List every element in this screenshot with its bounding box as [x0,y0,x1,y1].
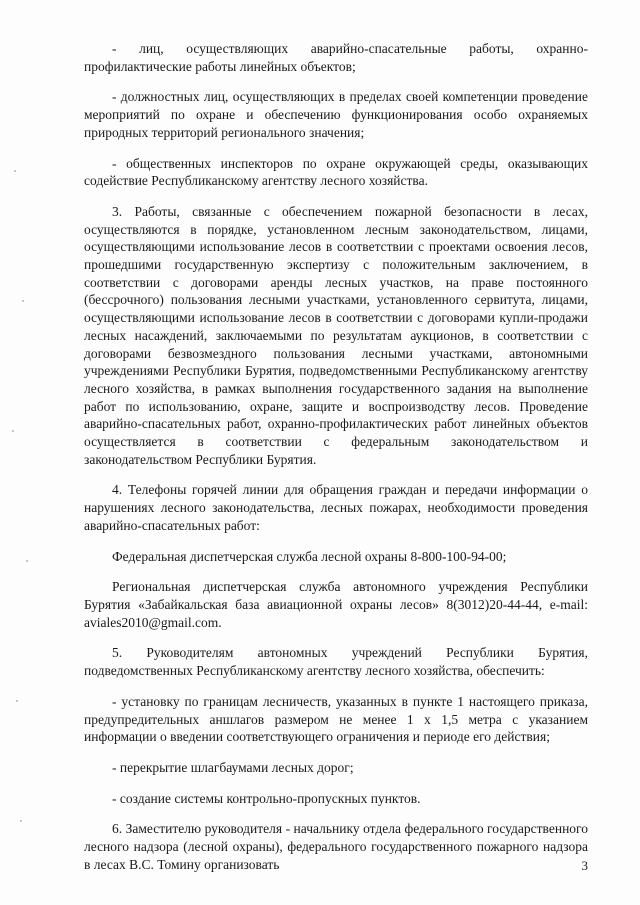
scan-speckle [14,170,16,172]
scan-speckle [12,430,14,432]
scan-speckle [22,300,24,302]
paragraph-9: - установку по границам лесничеств, указанных в пункте 1 настоящего приказа, предупредительных аншлагов размером не менее 1 х 1,5 метра с указанием информации о введении соответствующего ограничения и периоде его действия; [84,693,588,745]
scan-speckle [26,560,28,562]
paragraph-11: - создание системы контрольно-пропускных пунктов. [112,790,421,806]
document-body [84,40,588,873]
paragraph-2: - должностных лиц, осуществляющих в пределах своей компетенции проведение мероприятий по охране и обеспечению функционирования особо охраняемых природных территорий регионального значения; [84,89,588,140]
paragraph-10: - перекрытие шлагбаумами лесных дорог; [112,759,354,775]
page-number: 3 [581,858,588,873]
paragraph-7: Региональная диспетчерская служба автономного учреждения Республики Бурятия «Забайкальская база авиационной охраны лесов» 8(3012)20-44-44, e-mail: aviales2010@gmail.com. [84,579,588,630]
paragraph-5: 4. Телефоны горячей линии для обращения граждан и передачи информации о нарушениях лесного законодательства, лесных пожарах, необходимости проведения аварийно-спасательных работ: [84,482,588,533]
paragraph-12: 6. Заместителю руководителя - начальнику отдела федерального государственного лесного надзора (лесной охраны), федерального государственного пожарного надзора в лесах В.С. Томину организовать [84,821,588,872]
scan-speckle [16,700,18,702]
paragraph-4: 3. Работы, связанные с обеспечением пожарной безопасности в лесах, осуществляются в порядке, установленном лесным законодательством, лицами, осуществляющими использование лесов в соответствии с проектами освоения лесов, прошедшими государственную экспертизу с положительным заключением, в соответствии с договорами аренды лесных участков, на праве постоянного (бессрочного) пользования лесными участками, установленного сервитута, лицами, осуществляющими использование лесов в соответствии с договорами купли-продажи лесных насаждений, заключаемыми по результатам аукционов, в соответствии с договорами безвозмездного пользования лесными участками, автономными учреждениями Республики Бурятия, подведомственными Республиканскому агентству лесного хозяйства, в рамках выполнения государственного задания на выполнение работ по использованию, охране, защите и воспроизводству лесов. Проведение аварийно-спасательных работ, охранно-профилактических работ линейных объектов осуществляется в соответствии с федеральным законодательством и законодательством Республики Бурятия. [84,203,588,467]
scan-speckle [20,820,22,822]
paragraph-3: - общественных инспекторов по охране окружающей среды, оказывающих содействие Республиканскому агентству лесного хозяйства. [84,155,588,189]
paragraph-8: 5. Руководителям автономных учреждений Республики Бурятия, подведомственных Республиканскому агентству лесного хозяйства, обеспечить: [84,645,588,679]
paragraph-6: Федеральная диспетчерская служба лесной охраны 8-800-100-94-00; [112,548,507,564]
paragraph-1: - лиц, осуществляющих аварийно-спасательные работы, охранно-профилактические работы линейных объектов; [84,41,588,74]
